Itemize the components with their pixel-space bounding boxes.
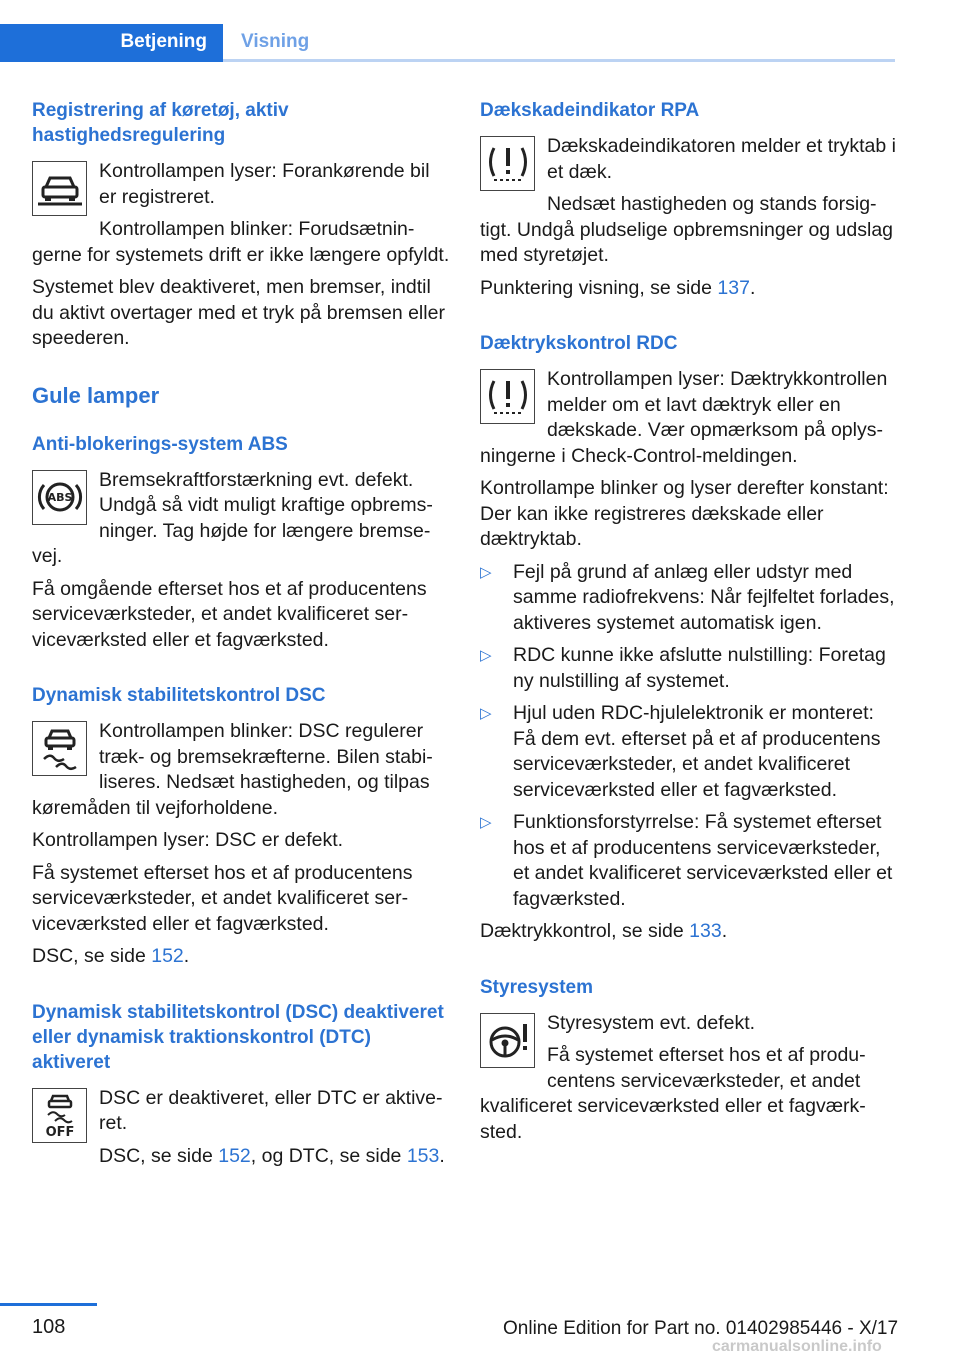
rdc-ref-prefix: Dæktrykkontrol, se side <box>480 920 690 942</box>
abs-text-1: Bremsekraftforstærkning evt. defekt. Undgå så vidt muligt kraftige opbremsninger. Tag højde for længere bremsevej. <box>32 468 433 567</box>
section-title-rpa: Dækskadeindikator RPA <box>480 100 700 121</box>
dsc-off-reference <box>32 1144 450 1170</box>
warning-dsc <box>32 719 450 821</box>
steering-text-1: Styresystem evt. defekt. <box>547 1011 756 1034</box>
dsc-page-link[interactable]: 152 <box>151 945 184 967</box>
right-column <box>480 98 898 1152</box>
rdc-text-2: Kontrollampe blinker og lyser derefter konstant: Der kan ikke registreres dækskade eller dæktryktab. <box>480 477 889 550</box>
warning-rpa <box>480 134 898 269</box>
dsc-text-3: Få systemet efterset hos et af producentens serviceværksteder, et andet kvalificeret serviceværksted eller et fagværksted. <box>32 861 413 935</box>
dsc-off-ref-prefix: DSC, se side <box>99 1144 219 1167</box>
rdc-page-link[interactable]: 133 <box>689 920 722 942</box>
vehicle-detection-text-1: Kontrollampen lyser: Forankørende bil er registreret. <box>99 160 430 208</box>
section-title-vehicle-detection: Registrering af køretøj, aktiv hastighedsregulering <box>32 100 289 146</box>
dsc-text-2: Kontrollampen lyser: DSC er defekt. <box>32 829 344 851</box>
car-detected-icon <box>32 161 87 216</box>
footer-accent-line <box>0 1303 97 1306</box>
section-title-steering: Styresystem <box>480 976 594 998</box>
rpa-ref-prefix: Punktering visning, se side <box>480 276 718 299</box>
list-item: ▷ Fejl på grund af anlæg eller udstyr med samme radiofrekvens: Når fejlfeltet forlades, aktiveres systemet automatisk igen. <box>480 560 898 637</box>
warning-steering <box>480 1011 898 1146</box>
rpa-text-2: Nedsæt hastigheden og stands forsigtigt. Undgå pludselige opbremsninger og udslag med styretøjet. <box>480 193 894 266</box>
dsc-off-ref-suffix: . <box>439 1144 445 1167</box>
page-number: 108 <box>32 1316 66 1338</box>
tab-visning[interactable] <box>223 24 373 62</box>
tire-warning-icon <box>480 136 535 191</box>
warning-rdc <box>480 367 898 469</box>
dsc-off-text-1: DSC er deaktiveret, eller DTC er aktiveret. <box>99 1086 443 1134</box>
dsc-text-1: Kontrollampen blinker: DSC regulerer træk- og bremsekræfterne. Bilen stabiliseres. Nedsæt hastigheden, og tilpas køremåden til vejforholdene. <box>32 720 433 819</box>
steering-wheel-icon <box>480 1013 535 1068</box>
vehicle-detection-text-2: Kontrollampen blinker: Forudsætningerne for systemets drift er ikke længere opfyldt. <box>32 218 450 266</box>
rdc-text-1: Kontrollampen lyser: Dæktrykkontrollen melder om et lavt dæktryk eller en dækskade. Vær opmærksom på oplysningerne i Check-Control-meldingen. <box>480 368 888 467</box>
tire-pressure-icon <box>480 369 535 424</box>
dsc-off-icon <box>32 1088 87 1143</box>
steering-text-2: Få systemet efterset hos et af producentens serviceværksteder, et andet kvalificeret serviceværksted eller et fagværksted. <box>480 1044 866 1143</box>
warning-abs <box>32 468 450 570</box>
rpa-ref-suffix: . <box>749 276 756 299</box>
abs-icon <box>32 470 87 525</box>
warning-vehicle-detection <box>32 159 450 268</box>
list-item: ▷ Hjul uden RDC-hjulelektronik er monteret: Få dem evt. efterset på et af producentens serviceværksteder, et andet kvalificeret serviceværksted eller et fagværksted. <box>480 701 898 803</box>
left-column <box>32 98 450 1176</box>
rpa-page-link[interactable]: 137 <box>717 276 750 299</box>
rdc-ref-suffix: . <box>721 920 728 942</box>
dsc-icon <box>32 721 87 776</box>
section-title-rdc: Dæktrykskontrol RDC <box>480 333 678 354</box>
list-item: ▷ Funktionsforstyrrelse: Få systemet efterset hos et af producentens serviceværksteder, et andet kvalificeret serviceværksted eller et fagværksted. <box>480 810 898 912</box>
dsc-off-page-link-1[interactable]: 152 <box>218 1144 251 1167</box>
list-item: ▷ RDC kunne ikke afslutte nulstilling: Foretag ny nulstilling af systemet. <box>480 643 898 694</box>
dsc-ref-suffix: . <box>183 945 190 967</box>
rpa-text-1: Dækskadeindikatoren melder et tryktab i et dæk. <box>547 135 896 183</box>
tab-betjening[interactable] <box>0 24 223 62</box>
warning-dsc-off <box>32 1086 450 1170</box>
watermark-text: carmanualsonline.info <box>712 1338 882 1355</box>
section-title-dsc: Dynamisk stabilitetskontrol DSC <box>32 685 326 706</box>
section-title-yellow-lamps: Gule lamper <box>32 382 160 408</box>
rdc-reference <box>480 919 898 945</box>
dsc-off-page-link-2[interactable]: 153 <box>406 1144 440 1167</box>
svg-text:OFF: OFF <box>45 1125 74 1138</box>
dsc-off-ref-middle: , og DTC, se side <box>250 1144 407 1167</box>
header-bar <box>0 0 895 62</box>
header-divider <box>223 59 895 62</box>
tab-betjening-label: Betjening <box>120 31 207 52</box>
svg-text:ABS: ABS <box>47 491 72 504</box>
tab-visning-label: Visning <box>241 31 310 52</box>
abs-text-2: Få omgående efterset hos et af producentens serviceværksteder, et andet kvalificeret serviceværksted eller et fagværksted. <box>32 577 427 651</box>
dsc-ref-prefix: DSC, se side <box>32 945 152 967</box>
dsc-reference <box>32 944 450 970</box>
edition-text: Online Edition for Part no. 01402985446 - X/17 <box>503 1318 899 1339</box>
rpa-reference <box>480 276 898 302</box>
section-title-abs: Anti-blokerings-system ABS <box>32 433 288 455</box>
rdc-list <box>480 560 898 913</box>
vehicle-detection-text-3: Systemet blev deaktiveret, men bremser, indtil du aktivt overtager med et tryk på bremsen eller speederen. <box>32 276 445 349</box>
section-title-dsc-off: Dynamisk stabilitetskontrol (DSC) deaktiveret eller dynamisk traktionskontrol (DTC) aktiveret <box>32 1001 444 1073</box>
